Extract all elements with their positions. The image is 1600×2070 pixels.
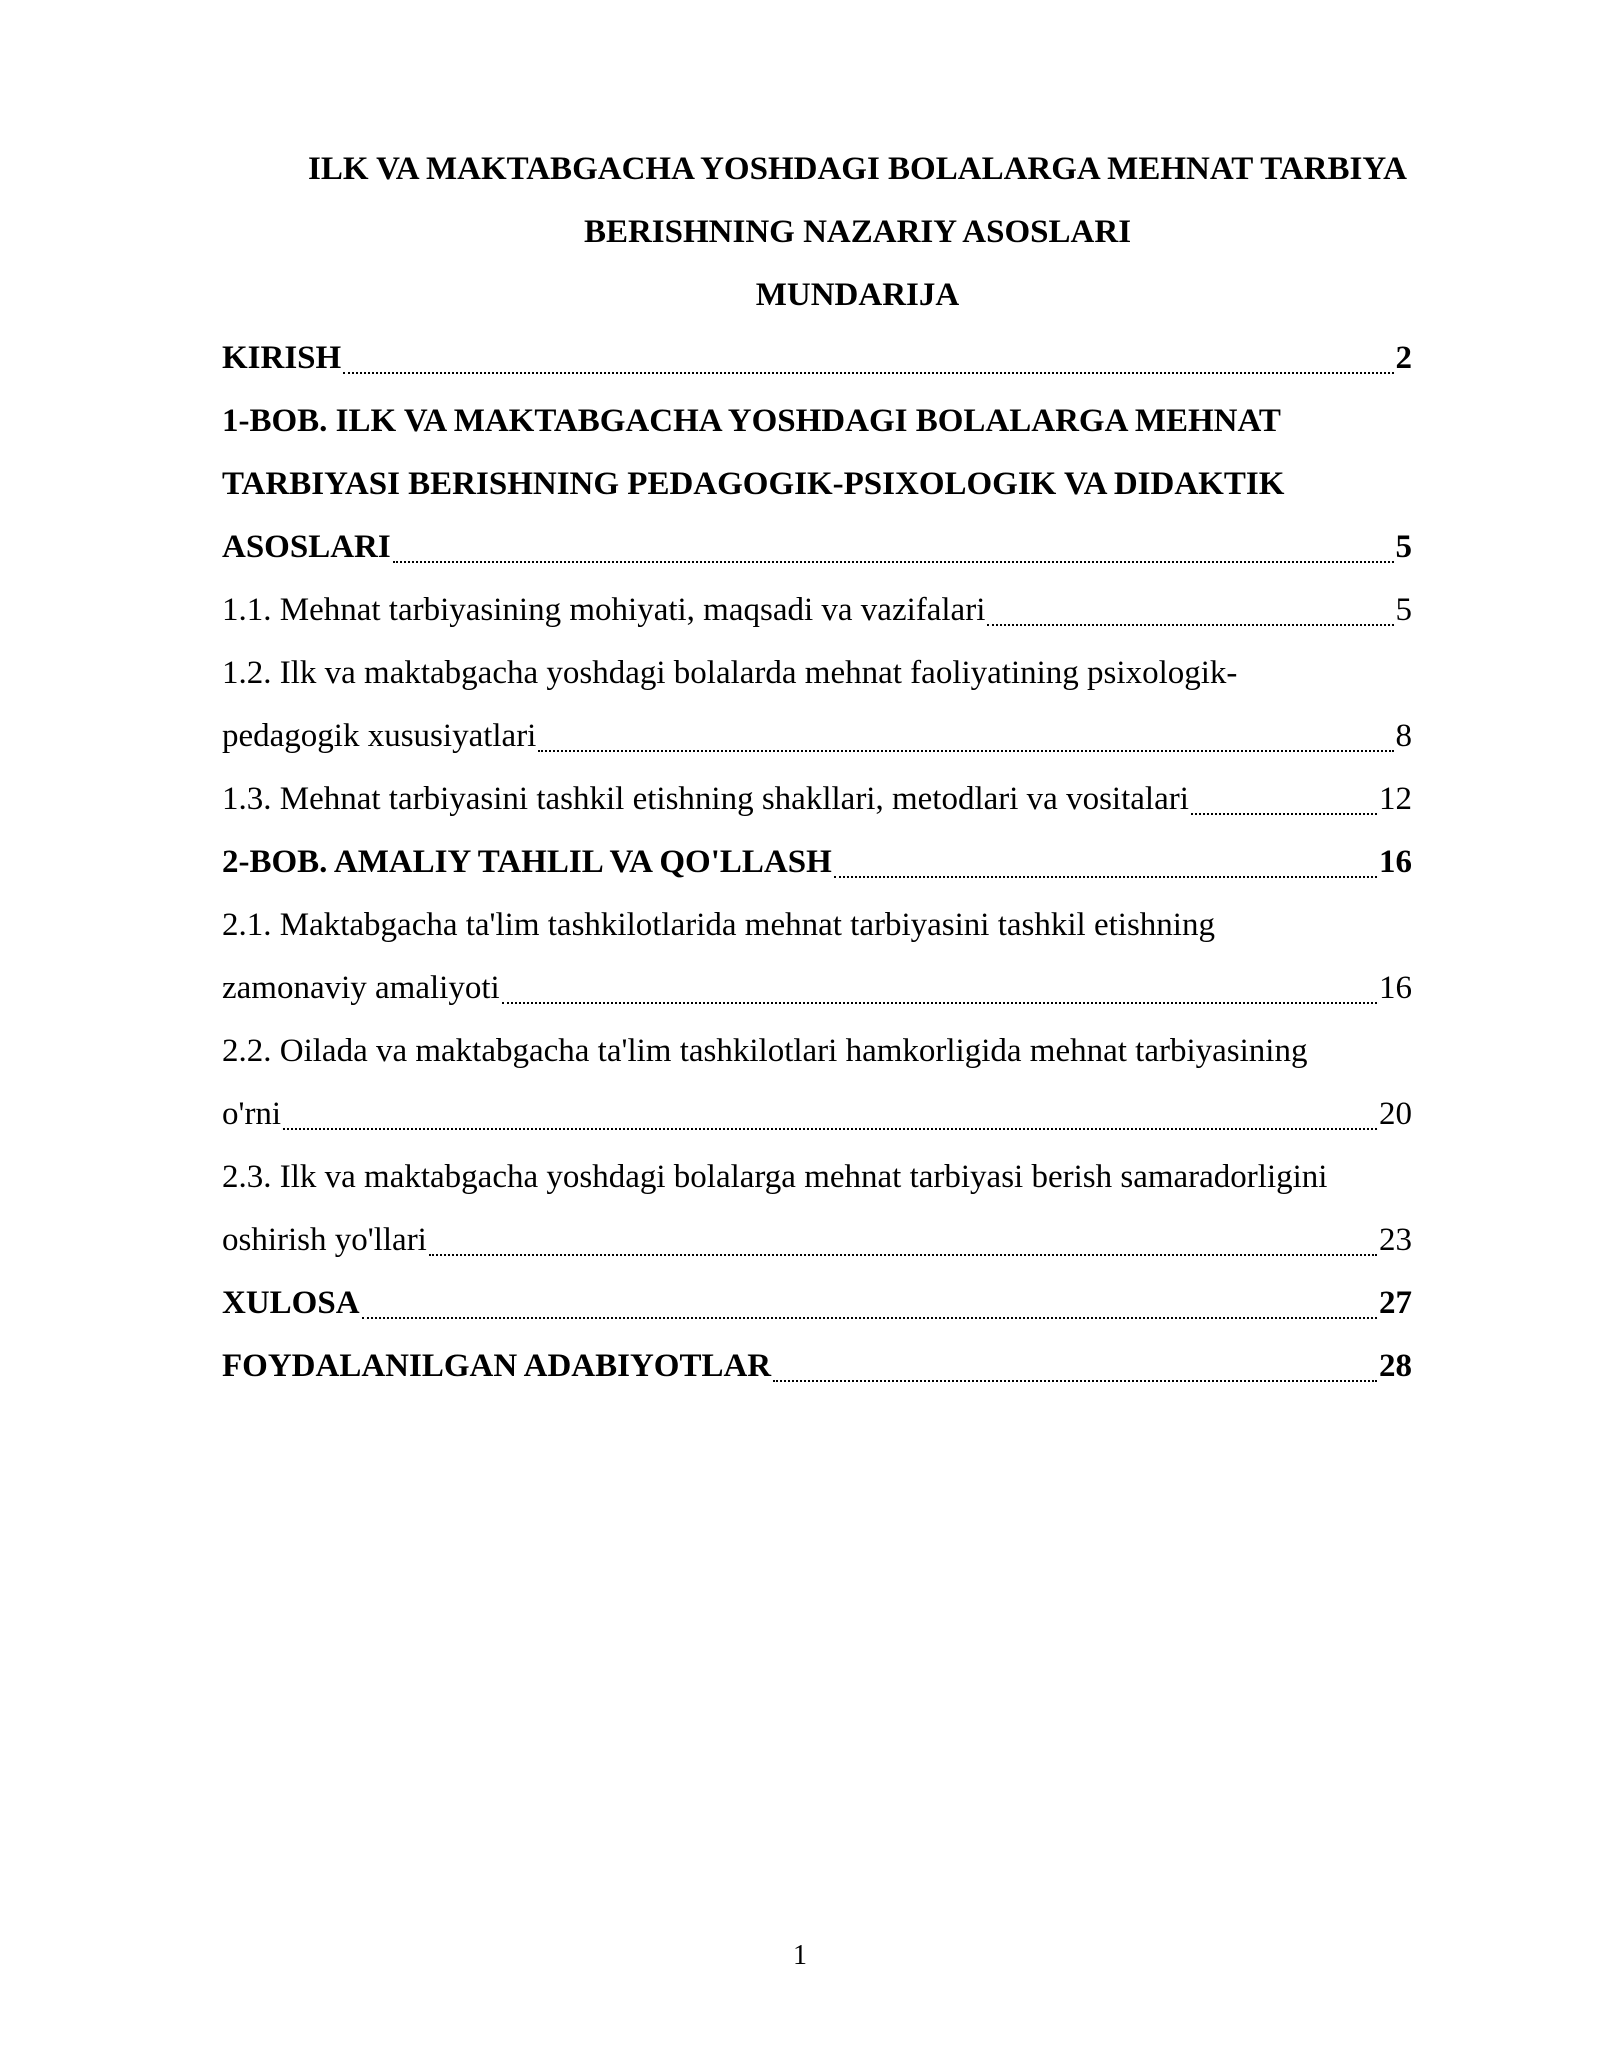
toc-entry[interactable] [222,1272,1412,1335]
toc-entry-text: 1.1. Mehnat tarbiyasining mohiyati, maqsadi va vazifalari [222,592,986,628]
toc-entry-text: o'rni [222,1096,282,1132]
dot-leader [429,1254,1377,1256]
toc-entry-text: FOYDALANILGAN ADABIYOTLAR [222,1348,772,1384]
table-of-contents [222,327,1412,1398]
toc-entry-text: KIRISH [222,340,342,376]
toc-entry-text: 1.3. Mehnat tarbiyasini tashkil etishning shakllari, metodlari va vositalari [222,781,1189,817]
toc-entry-text: 1.2. Ilk va maktabgacha yoshdagi bolalarda mehnat faoliyatining psixologik- [222,655,1238,691]
toc-entry[interactable] [222,642,1412,768]
toc-entry[interactable] [222,1146,1412,1272]
dot-leader [773,1380,1377,1382]
dot-leader [834,876,1377,878]
toc-entry[interactable] [222,768,1412,831]
toc-entry-text: ASOSLARI [222,529,391,565]
toc-entry-page-number: 28 [1379,1348,1412,1384]
document-title-line-1: ILK VA MAKTABGACHA YOSHDAGI BOLALARGA MEHNAT TARBIYA [308,151,1407,187]
toc-entry-page-number: 5 [1395,592,1412,628]
dot-leader [283,1128,1377,1130]
toc-entry-text: 2-BOB. AMALIY TAHLIL VA QO'LLASH [222,844,832,880]
toc-entry-text: XULOSA [222,1285,360,1321]
toc-entry-text: pedagogik xususiyatlari [222,718,537,754]
toc-entry-page-number: 12 [1379,781,1412,817]
toc-entry[interactable] [222,327,1412,390]
dot-leader [362,1317,1377,1319]
toc-entry-page-number: 27 [1379,1285,1412,1321]
toc-entry-text: 2.1. Maktabgacha ta'lim tashkilotlarida mehnat tarbiyasini tashkil etishning [222,907,1215,943]
toc-entry-page-number: 16 [1379,844,1412,880]
dot-leader [1191,813,1377,815]
dot-leader [393,561,1394,563]
toc-entry-page-number: 23 [1379,1222,1412,1258]
dot-leader [538,750,1393,752]
toc-entry-text: TARBIYASI BERISHNING PEDAGOGIK-PSIXOLOGIK VA DIDAKTIK [222,466,1285,502]
toc-entry[interactable] [222,1020,1412,1146]
toc-entry[interactable] [222,1335,1412,1398]
toc-entry-page-number: 5 [1395,529,1412,565]
toc-entry-page-number: 20 [1379,1096,1412,1132]
toc-entry[interactable] [222,579,1412,642]
toc-heading: MUNDARIJA [755,277,960,313]
toc-entry[interactable] [222,390,1412,579]
toc-entry[interactable] [222,894,1412,1020]
toc-entry-page-number: 8 [1395,718,1412,754]
dot-leader [343,372,1393,374]
document-title-line-2: BERISHNING NAZARIY ASOSLARI [583,214,1132,250]
toc-entry-text: 1-BOB. ILK VA MAKTABGACHA YOSHDAGI BOLALARGA MEHNAT [222,403,1281,439]
toc-entry-page-number: 16 [1379,970,1412,1006]
toc-entry-text: zamonaviy amaliyoti [222,970,500,1006]
dot-leader [987,624,1393,626]
page-number: 1 [793,1940,807,1971]
dot-leader [502,1002,1377,1004]
toc-entry[interactable] [222,831,1412,894]
toc-entry-text: 2.2. Oilada va maktabgacha ta'lim tashkilotlari hamkorligida mehnat tarbiyasining [222,1033,1308,1069]
toc-entry-text: oshirish yo'llari [222,1222,427,1258]
toc-entry-page-number: 2 [1395,340,1412,376]
toc-entry-text: 2.3. Ilk va maktabgacha yoshdagi bolalarga mehnat tarbiyasi berish samaradorligini [222,1159,1328,1195]
